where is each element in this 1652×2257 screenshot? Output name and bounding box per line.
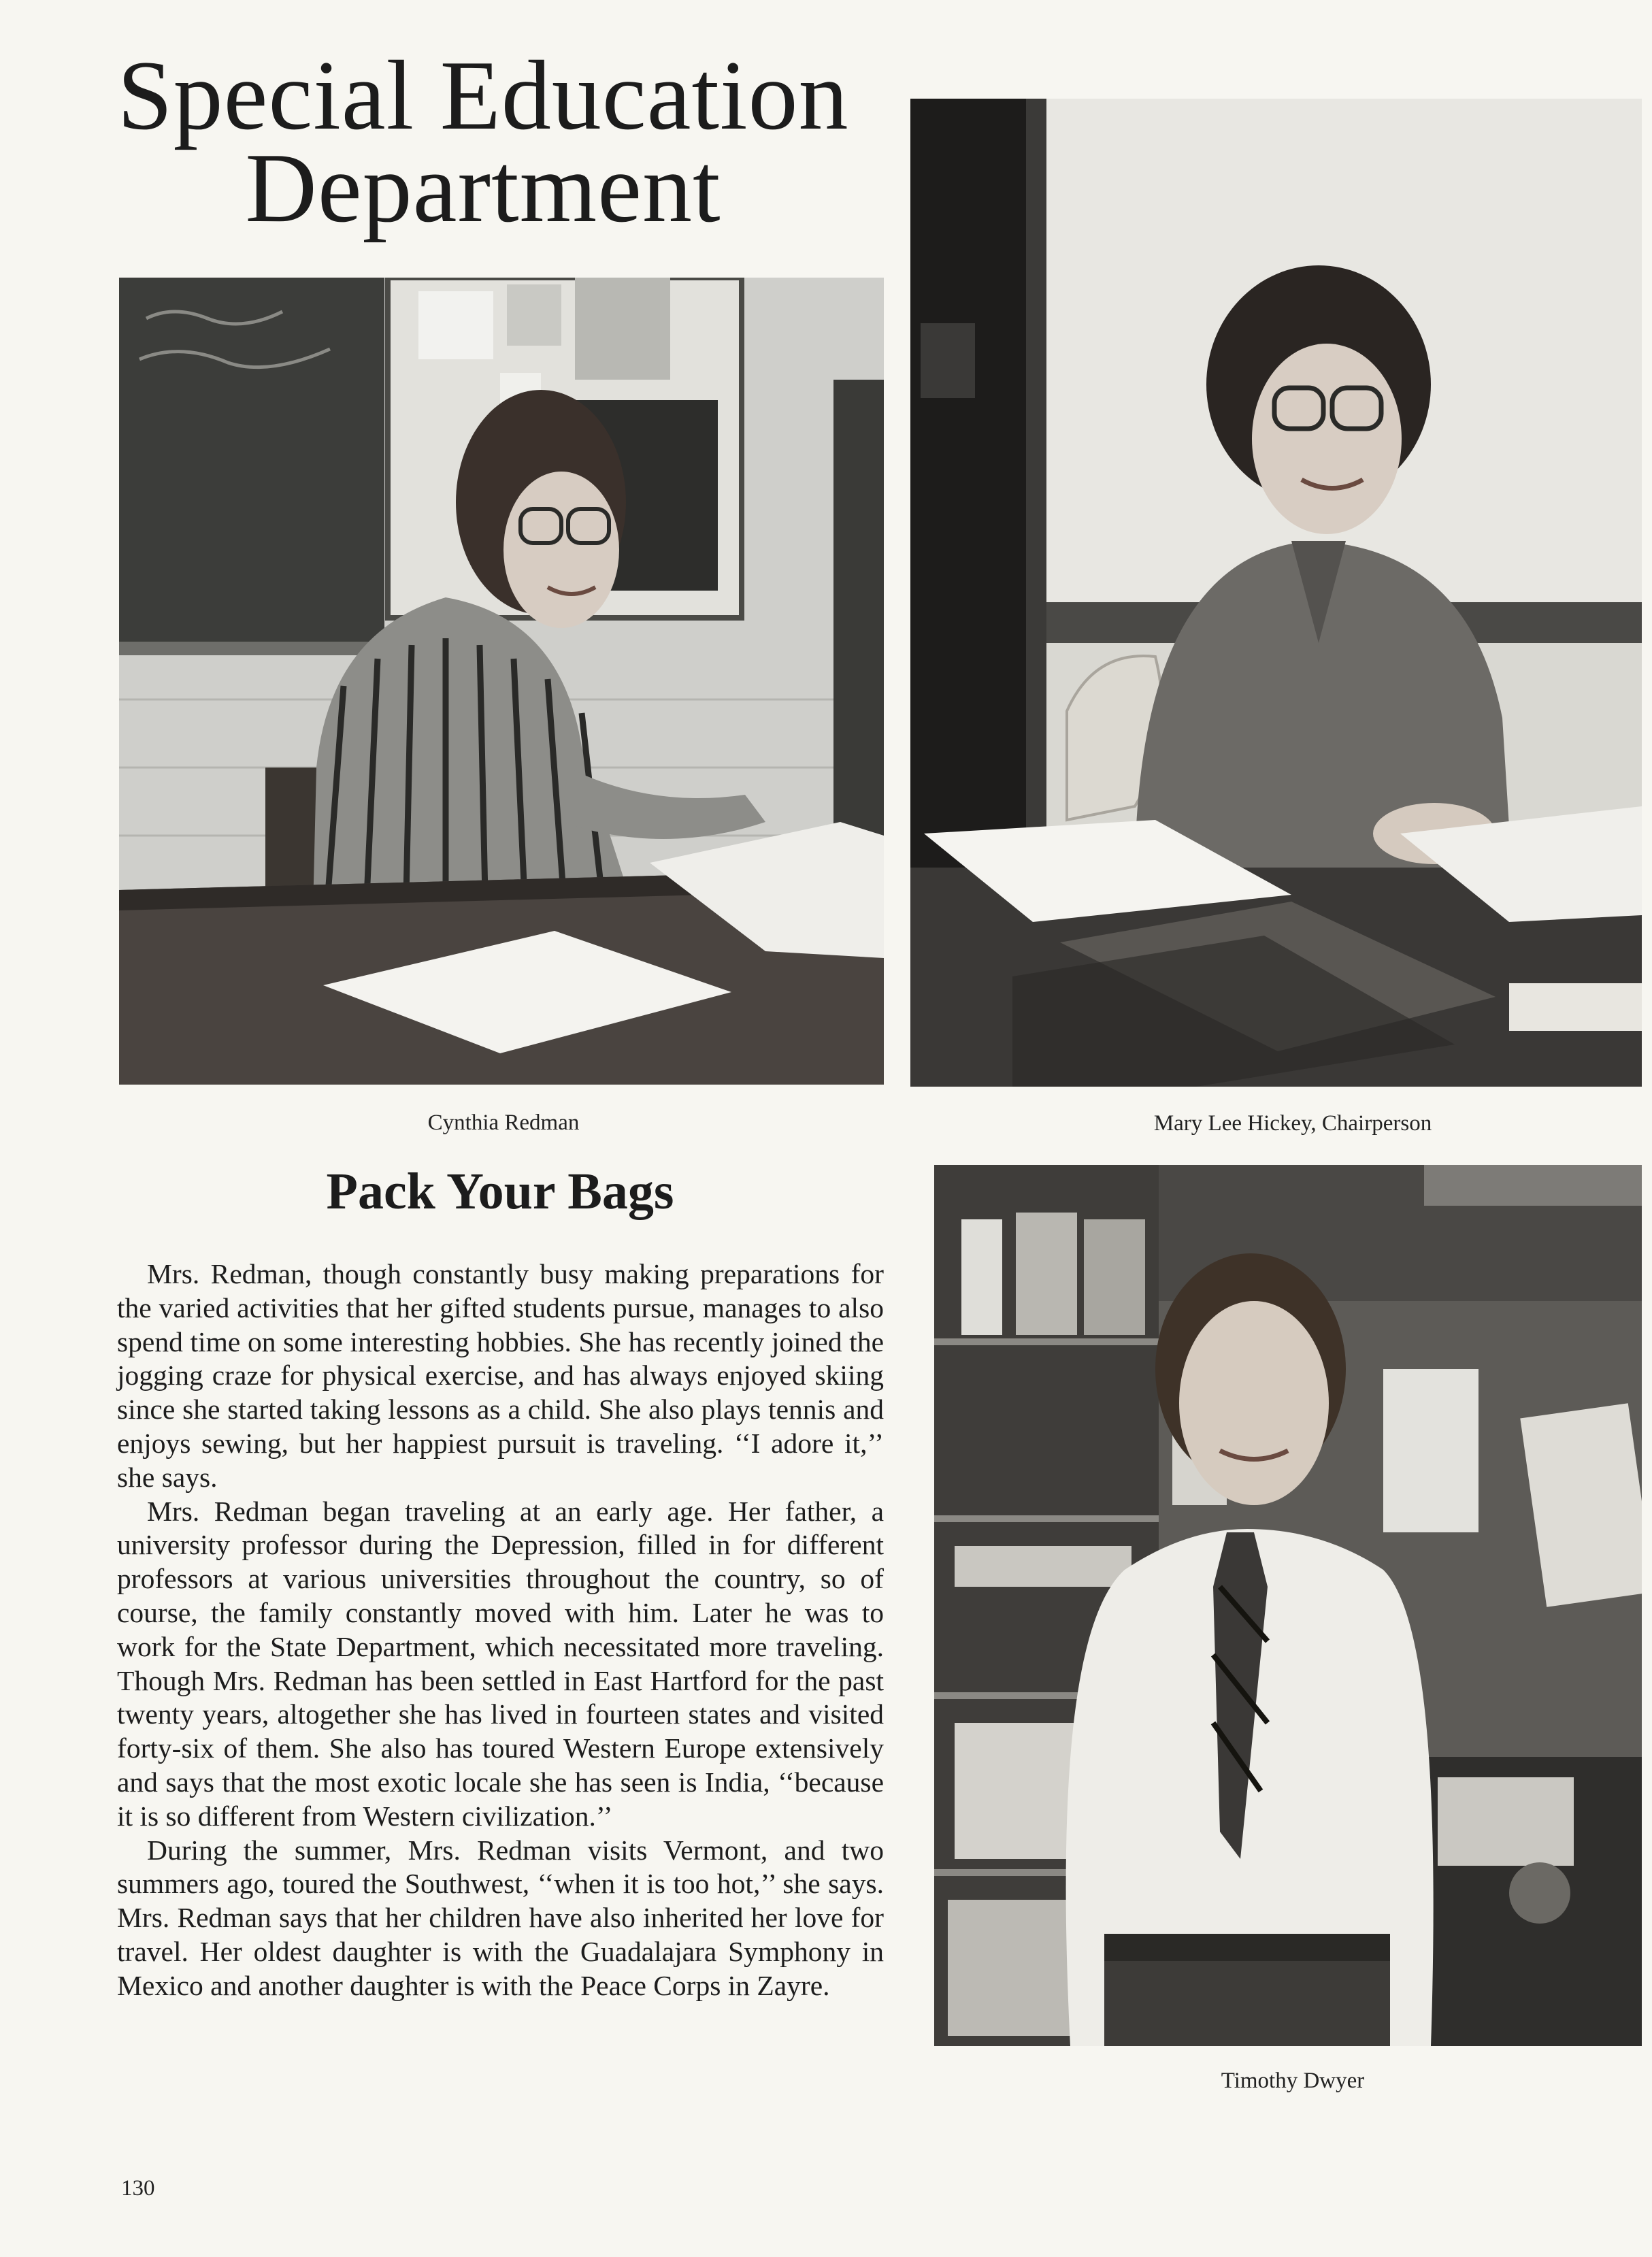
caption-cynthia-redman: Cynthia Redman [427,1110,580,1135]
page-title [102,40,864,243]
article-paragraph-3: During the summer, Mrs. Redman visits Vermont, and two summers ago, toured the Southwest, ‘‘when it is too hot,’’ she says. Mrs. Redman says that her children have also inherited her love for travel. Her oldest daughter is with the Guadalajara Symphony in Mexico and another daughter is with the Peace Corps in Zayre. [117,1834,884,2001]
photo-dwyer-image [934,1165,1642,2046]
photo-cynthia-redman [119,278,884,1085]
article-title: Pack Your Bags [326,1163,674,1220]
page-title-line-2: Department [245,133,721,243]
photo-timothy-dwyer [934,1165,1642,2046]
article-paragraph-2: Mrs. Redman began traveling at an early age. Her father, a university professor during the Depression, filled in for different professors at various universities throughout the country, so of course, the family constantly moved with him. Later he was to work for the State Department, which necessitated more traveling. Though Mrs. Redman has been settled in East Hartford for the past twenty years, altogether she has lived in fourteen states and visited forty-six of them. She also has toured Western Europe extensively and says that the most exotic locale she has seen is India, ‘‘because it is so different from Western civilization.’’ [117,1495,884,1832]
caption-timothy-dwyer: Timothy Dwyer [1221,2069,1365,2093]
photo-mary-lee-hickey [910,99,1642,1087]
article-paragraph-1: Mrs. Redman, though constantly busy making preparations for the varied activities that her gifted students pursue, manages to also spend time on some interesting hobbies. She has recently joined the jogging craze for physical exercise, and has always enjoyed skiing since she started taking lessons as a child. She also plays tennis and enjoys sewing, but her happiest pursuit is traveling. ‘‘I adore it,’’ she says. [117,1258,884,1493]
photo-hickey-image [910,99,1642,1087]
page-title-line-1: Special Education [117,40,849,150]
caption-mary-lee-hickey: Mary Lee Hickey, Chairperson [1153,1111,1432,1136]
article-body [117,1257,884,2003]
photo-redman-image [119,278,884,1085]
page-number: 130 [121,2176,155,2201]
